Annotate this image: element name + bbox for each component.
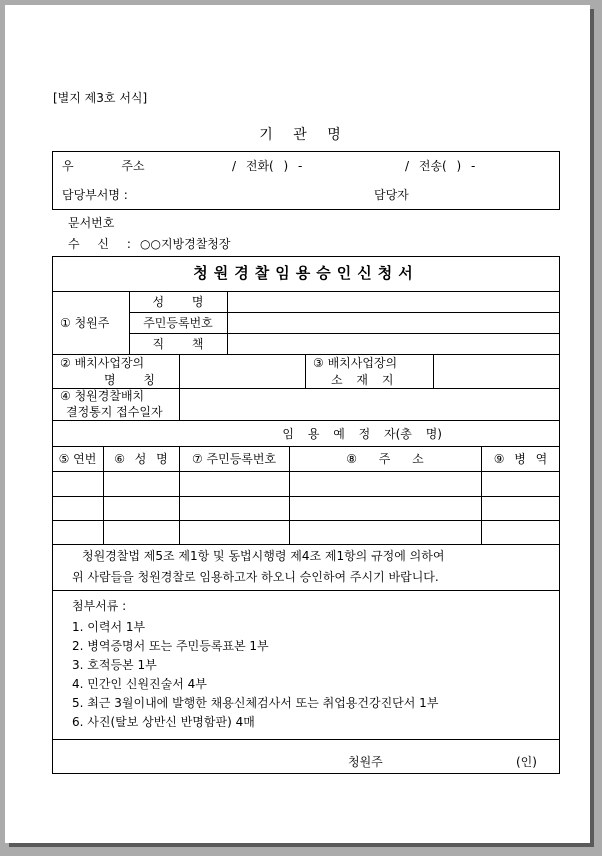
- col-address: ⑧ 주 소: [346, 452, 424, 466]
- phone-label: / 전화( ) -: [232, 159, 303, 173]
- attachment-item: 3. 호적등본 1부: [72, 658, 157, 672]
- col-name: ⑥ 성 명: [114, 452, 168, 466]
- workplace-address-label: ③ 배치사업장의: [313, 356, 398, 370]
- doc-number-label: 문서번호: [68, 216, 115, 230]
- workplace-name-field[interactable]: [180, 355, 305, 388]
- table-row[interactable]: [53, 497, 559, 520]
- notice-date-label-2: 결정통지 접수일자: [66, 405, 163, 419]
- position-label: 직 책: [152, 337, 204, 351]
- attachments-label: 첨부서류 :: [72, 599, 127, 613]
- workplace-name-label-2: 명 칭: [104, 373, 155, 387]
- workplace-address-label-2: 소 재 지: [331, 373, 394, 387]
- workplace-address-field[interactable]: [434, 355, 559, 388]
- attachment-item: 4. 민간인 신원진술서 4부: [72, 677, 207, 691]
- table-row[interactable]: [53, 472, 559, 496]
- fax-label: / 전송( ) -: [405, 159, 476, 173]
- attachment-item: 2. 병역증명서 또는 주민등록표본 1부: [72, 639, 269, 653]
- table-row[interactable]: [53, 521, 559, 544]
- col-id-number: ⑦ 주민등록번호: [191, 452, 277, 466]
- form-title: 청원경찰임용승인신청서: [193, 264, 419, 282]
- notice-date-label: ④ 청원경찰배치: [60, 389, 145, 403]
- name-label: 성 명: [152, 295, 204, 309]
- id-number-label: 주민등록번호: [143, 316, 213, 330]
- form-number: [별지 제3호 서식]: [53, 91, 148, 105]
- attachment-item: 1. 이력서 1부: [72, 620, 146, 634]
- col-serial: ⑤ 연번: [58, 452, 97, 466]
- workplace-name-label: ② 배치사업장의: [60, 356, 145, 370]
- id-number-field[interactable]: [228, 313, 559, 333]
- attachment-item: 5. 최근 3월이내에 발행한 채용신체검사서 또는 취업용건강진단서 1부: [72, 696, 439, 710]
- notice-date-field[interactable]: [180, 389, 559, 420]
- appointee-header: 임 용 예 정 자(총 명): [282, 427, 442, 441]
- address-label: 우 주소: [62, 159, 145, 173]
- statement-line-1: 청원경찰법 제5조 제1항 및 동법시행령 제4조 제1항의 규정에 의하여: [82, 549, 445, 563]
- agency-name: 기 관 명: [259, 127, 341, 143]
- statement-line-2: 위 사람들을 청원경찰로 임용하고자 하오니 승인하여 주시기 바랍니다.: [72, 570, 439, 584]
- petitioner-label: ① 청원주: [60, 316, 110, 330]
- seal-mark: (인): [516, 755, 537, 769]
- signature-label: 청원주: [348, 755, 383, 769]
- name-field[interactable]: [228, 292, 559, 312]
- recipient-label: 수 신 :: [68, 237, 131, 251]
- person-label: 담당자: [374, 188, 409, 202]
- position-field[interactable]: [228, 334, 559, 354]
- dept-label: 담당부서명 :: [62, 188, 128, 202]
- attachment-item: 6. 사진(탈보 상반신 반명함판) 4매: [72, 715, 255, 729]
- col-military: ⑨ 병 역: [493, 452, 548, 466]
- recipient-value: ○○지방경찰청장: [140, 237, 231, 251]
